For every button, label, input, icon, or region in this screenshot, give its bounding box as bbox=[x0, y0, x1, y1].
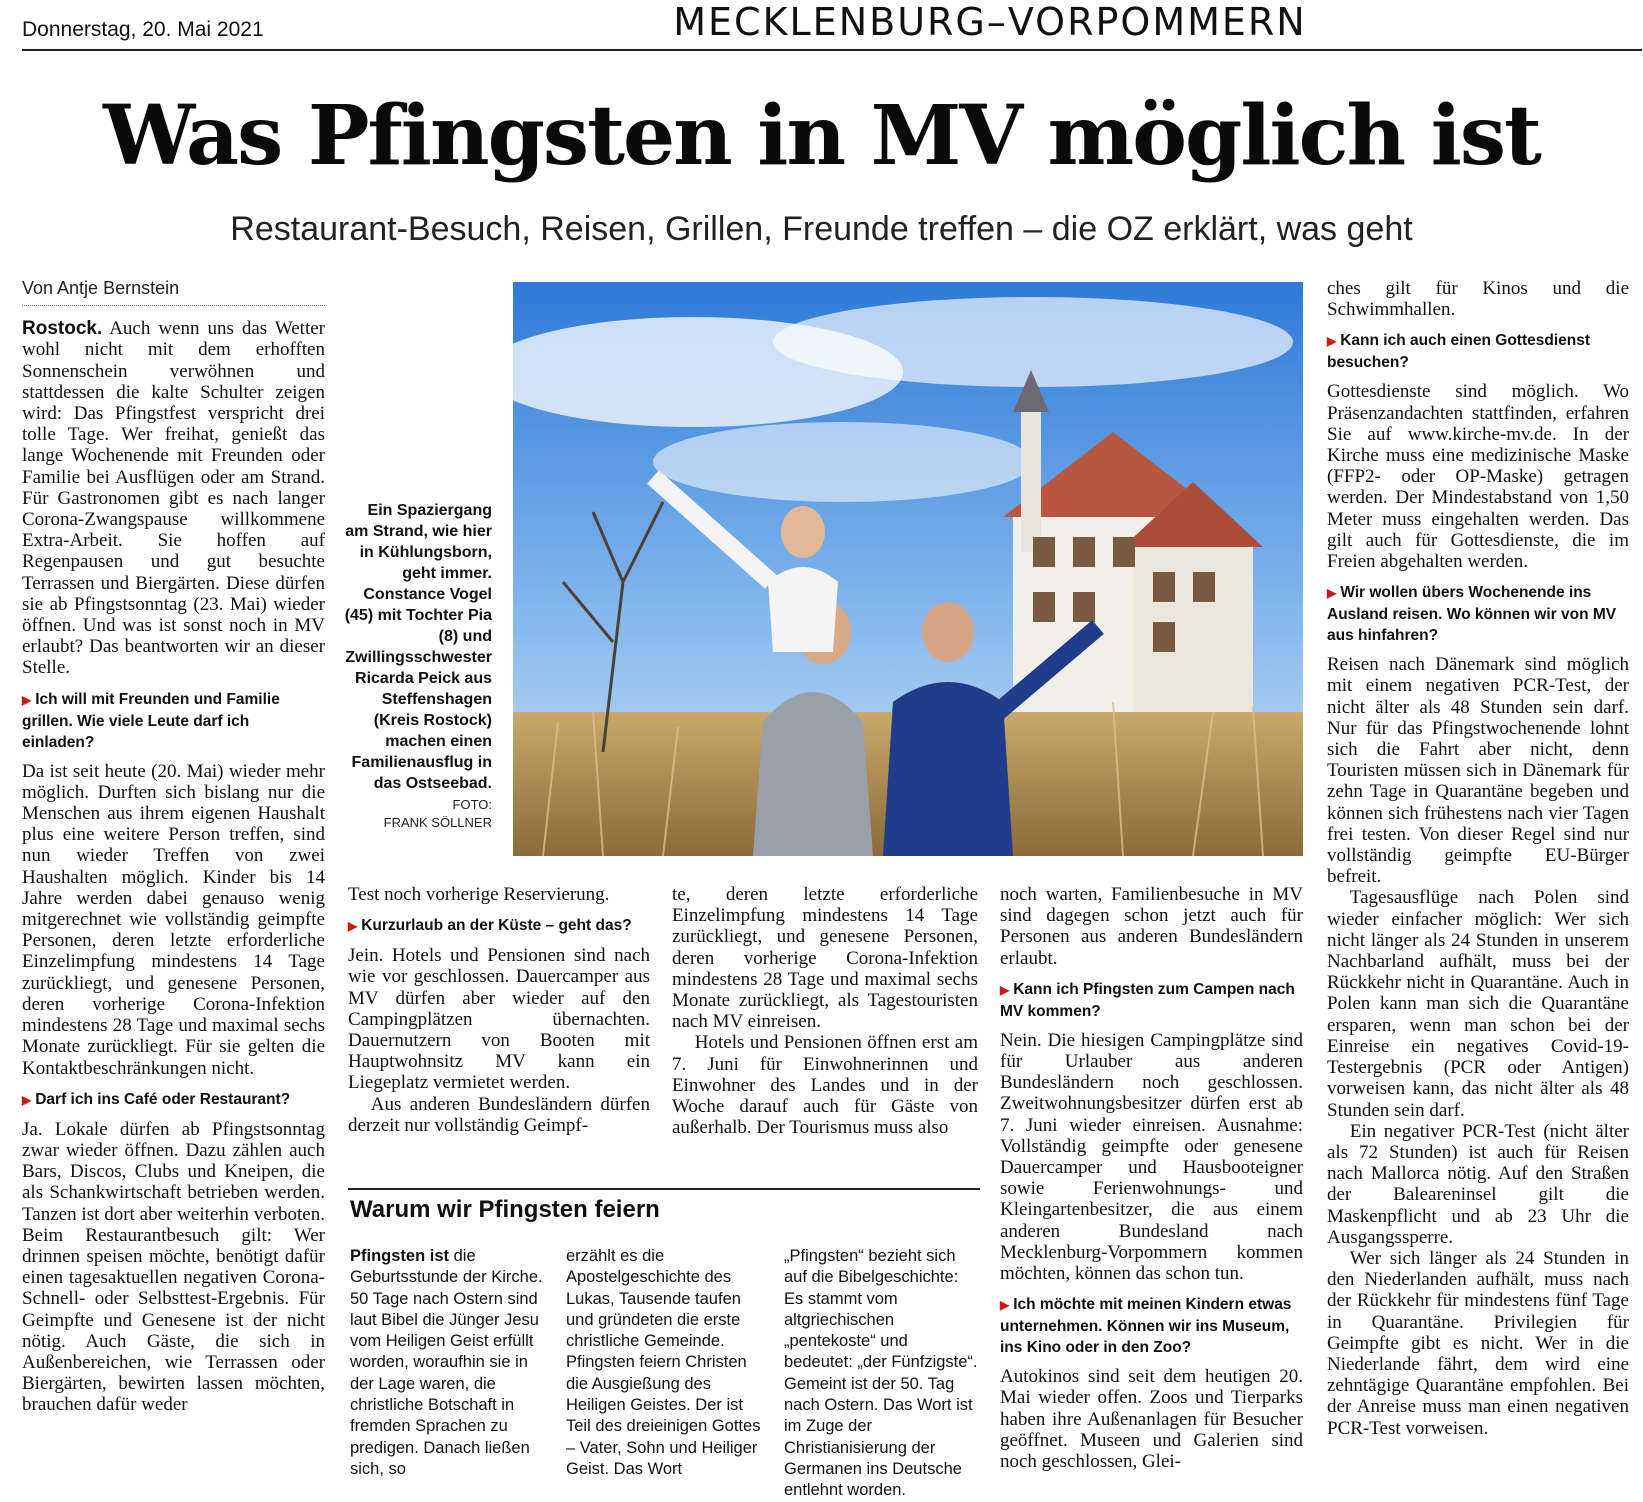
answer-paragraph: Gottesdienste sind möglich. Wo Präsenzandachten stattfinden, erfahren Sie auf www.kirche-mv.de. In der Kirche muss eine medizinische Maske (FFP2- oder OP-Maske) getragen werden. Der Mindestabstand von 1,50 Meter muss eingehalten werden. Das gilt auch für Gottesdienste, die im Freien abgehalten werden. bbox=[1327, 381, 1629, 573]
dateline: Rostock. bbox=[22, 318, 103, 340]
answer-paragraph: Test noch vorherige Reservierung. bbox=[348, 884, 610, 905]
article-column-1 bbox=[22, 278, 325, 1416]
answer-paragraph: noch warten, Familienbesuche in MV sind dagegen schon jetzt auch für Personen aus anderen Bundesländern erlaubt. bbox=[1000, 884, 1303, 969]
answer-paragraph: Aus anderen Bundesländern dürfen derzeit nur vollständig Geimpf- bbox=[348, 1093, 650, 1136]
infobox-column-1 bbox=[350, 1246, 548, 1480]
question-heading bbox=[22, 1089, 325, 1111]
answer-paragraph: Ein negativer PCR-Test (nicht älter als 72 Stunden) ist auch für Reisen nach Mallorca nötig. Auf den Straßen der Baleareninsel gilt die Maskenpflicht und ab 23 Uhr die Ausgangssperre. bbox=[1327, 1120, 1629, 1248]
answer-paragraph: Wer sich länger als 24 Stunden in den Niederlanden aufhält, muss nach der Rückkehr für mindestens fünf Tage in Quarantäne. Privilegien für Geimpfte gibt es nicht. Wer in die Niederlande fährt, dem wird eine zehntägige Quarantäne empfohlen. Bei der Anreise muss man einen negativen PCR-Test vorweisen. bbox=[1327, 1247, 1629, 1439]
answer-paragraph: Ja. Lokale dürfen ab Pfingstsonntag zwar wieder öffnen. Dazu zählen auch Bars, Discos, Clubs und Kneipen, die als Schankwirtschaft betrieben werden. Tanzen ist dort aber weiterhin verboten. Beim Restaurantbesuch gilt: Wer drinnen speisen möchte, benötigt dafür einen tagesaktuellen negativen Corona-Schnell- oder Selbsttest-Ergebnis. Für Geimpfte und Genesene ist der nicht nötig. Auch Gäste, die sich in Außenbereichen, wie Terrassen oder Biergärten, bewirten lassen möchten, brauchen dafür weder bbox=[22, 1118, 325, 1416]
triangle-bullet-icon: ▶ bbox=[1327, 586, 1337, 601]
question-text: Ich möchte mit meinen Kindern etwas unternehmen. Können wir ins Museum, ins Kino oder in den Zoo? bbox=[1000, 1296, 1292, 1357]
infobox-text: „Pfingsten“ bezieht sich auf die Bibelgeschichte: Es stammt vom altgriechischen „pentekoste“ und bedeutet: „der Fünfzigste“. Gemeint ist der 50. Tag nach Ostern. Das Wort ist im Zuge der Christianisierung der Germanen ins Deutsche entlehnt worden. bbox=[784, 1247, 978, 1500]
question-heading bbox=[348, 915, 650, 937]
infobox-text: erzählt es die Apostelgeschichte des Lukas, Tausende taufen und gründeten die erste christliche Gemeinde. Pfingsten feiern Christen die Ausgießung des Heiligen Geistes. Der ist Teil des dreieinigen Gottes – Vater, Sohn und Heiliger Geist. Das Wort bbox=[566, 1247, 761, 1478]
article-column-5 bbox=[1327, 278, 1629, 1439]
question-text: Kann ich auch einen Gottesdienst besuchen? bbox=[1327, 332, 1590, 372]
question-heading bbox=[1000, 1294, 1303, 1358]
answer-paragraph: Nein. Die hiesigen Campingplätze sind für Urlauber aus anderen Bundesländern noch geschlossen. Zweitwohnungsbesitzer dürfen erst ab 7. Juni wieder einreisen. Ausnahme: Vollständig geimpfte oder genesene Dauercamper und Hausbooteigner sowie Ferienwohnungs- und Kleingartenbesitzer, die aus einem anderen Bundesland nach Mecklenburg-Vorpommern kommen möchten, können das schon tun. bbox=[1000, 1029, 1303, 1285]
triangle-bullet-icon: ▶ bbox=[1000, 1298, 1010, 1313]
question-text: Ich will mit Freunden und Familie grillen. Wie viele Leute darf ich einladen? bbox=[22, 690, 280, 751]
intro-paragraph bbox=[22, 318, 325, 678]
intro-text: Auch wenn uns das Wetter wohl nicht mit dem erhofften Sonnenschein verwöhnen und stattdessen die kalte Schulter zeigen wird: Das Pfingstfest verspricht drei tolle Tage. Wer freihat, genießt das lange Wochenende mit Freunden oder Familie bei Ausflügen oder am Strand. Für Gastronomen gibt es nach langer Corona-Zwangspause willkommene Extra-Arbeit. Sie hoffen auf Regenpausen und gut besuchte Terrassen und Biergärten. Diese dürfen sie ab Pfingstsonntag (23. Mai) wieder öffnen. Und was ist sonst noch in MV erlaubt? Das beantworten wir an dieser Stelle. bbox=[22, 318, 326, 679]
subheadline: Restaurant-Besuch, Reisen, Grillen, Freunde treffen – die OZ erklärt, was geht bbox=[230, 210, 1413, 248]
answer-paragraph: Hotels und Pensionen öffnen erst am 7. Juni für Einwohnerinnen und Einwohner des Landes und in der Woche darauf auch für Gäste von außerhalb. Der Tourismus muss also bbox=[672, 1032, 978, 1139]
triangle-bullet-icon: ▶ bbox=[1327, 334, 1337, 349]
question-text: Kurzurlaub an der Küste – geht das? bbox=[361, 917, 632, 935]
answer-paragraph: Jein. Hotels und Pensionen sind nach wie vor geschlossen. Dauercamper aus MV dürfen aber wieder auf den Campingplätzen übernachten. Dauernutzern von Booten mit Hauptwohnsitz MV kann ein Liegeplatz vermietet werden. bbox=[348, 945, 650, 1094]
infobox-divider bbox=[348, 1188, 980, 1190]
infobox-title: Warum wir Pfingsten feiern bbox=[350, 1196, 660, 1223]
question-heading bbox=[1000, 979, 1303, 1022]
question-heading bbox=[22, 689, 325, 753]
infobox-text: die Geburtsstunde der Kirche. 50 Tage nach Ostern sind laut Bibel die Jünger Jesu vom Heiligen Geist erfüllt worden, woraufhin sie in der Lage waren, die christliche Botschaft in fremden Sprachen zu predigen. Danach ließen sich, so bbox=[350, 1247, 543, 1478]
answer-paragraph: Da ist seit heute (20. Mai) wieder mehr möglich. Durften sich bislang nur die Menschen aus ihrem eigenen Haushalt plus eine weitere Person treffen, sind nun wieder Treffen von zwei Haushalten möglich. Kinder bis 14 Jahre werden dabei genauso wenig mitgerechnet wie vollständig geimpfte Personen, deren letzte erforderliche Einzelimpfung mindestens 14 Tage zurückliegt, und genesene Personen, deren vorherige Corona-Infektion mindestens 28 Tage und maximal sechs Monate zurückliegt. Für sie gelten die Kontaktbeschränkungen nicht. bbox=[22, 760, 325, 1079]
article-column-2 bbox=[348, 884, 650, 1136]
article-photo bbox=[513, 282, 1303, 856]
question-text: Kann ich Pfingsten zum Campen nach MV kommen? bbox=[1000, 980, 1295, 1020]
article-column-4 bbox=[1000, 884, 1303, 1472]
infobox-column-2 bbox=[566, 1246, 762, 1480]
issue-date: Donnerstag, 20. Mai 2021 bbox=[22, 18, 264, 41]
triangle-bullet-icon: ▶ bbox=[22, 692, 32, 707]
triangle-bullet-icon: ▶ bbox=[348, 919, 358, 934]
triangle-bullet-icon: ▶ bbox=[1000, 982, 1010, 997]
infobox-lead: Pfingsten ist bbox=[350, 1247, 450, 1265]
section-title: MECKLENBURG–VORPOMMERN bbox=[673, 0, 1307, 44]
answer-paragraph: te, deren letzte erforderliche Einzelimpfung mindestens 14 Tage zurückliegt, und genesene Personen, deren vorherige Corona-Infektion mindestens 28 Tage und maximal sechs Monate zurückliegt, als Tagestouristen nach MV einreisen. bbox=[672, 884, 978, 1033]
photo-credit: FRANK SÖLLNER bbox=[383, 815, 492, 830]
answer-paragraph: Tagesausflüge nach Polen sind wieder einfacher möglich: Wer sich nicht länger als 24 Stunden in unserem Nachbarland aufhält, muss bei der Rückkehr nicht in Quarantäne. Auch in Polen kann man sich die Quarantäne ersparen, wenn man schon bei der Einreise ein negatives Covid-19-Testergebnis (PCR oder Antigen) vorweisen kann, das nicht älter als 48 Stunden sein darf. bbox=[1327, 887, 1629, 1121]
answer-paragraph: Autokinos sind seit dem heutigen 20. Mai wieder offen. Zoos und Tierparks haben ihre Außenanlagen für Besucher geöffnet. Museen und Galerien sind noch geschlossen, Glei- bbox=[1000, 1366, 1303, 1473]
photo-illustration bbox=[513, 282, 1303, 856]
article-column-3 bbox=[672, 884, 978, 1138]
question-heading bbox=[1327, 582, 1629, 646]
header-divider bbox=[22, 49, 1642, 51]
byline: Von Antje Bernstein bbox=[22, 278, 325, 306]
headline: Was Pfingsten in MV möglich ist bbox=[103, 88, 1540, 184]
triangle-bullet-icon: ▶ bbox=[22, 1092, 32, 1107]
question-heading bbox=[1327, 330, 1629, 373]
answer-paragraph: ches gilt für Kinos und die Schwimmhallen. bbox=[1327, 278, 1629, 321]
infobox-column-3 bbox=[784, 1246, 980, 1502]
photo-caption bbox=[340, 500, 492, 832]
photo-credit-label: FOTO: bbox=[452, 797, 492, 812]
question-text: Darf ich ins Café oder Restaurant? bbox=[35, 1090, 291, 1108]
answer-paragraph: Reisen nach Dänemark sind möglich mit einem negativen PCR-Test, der nicht älter als 48 Stunden sein darf. Nur für das Pfingstwochenende lohnt sich die Fahrt aber nicht, denn Touristen müssen sich in Dänemark für zehn Tage in Quarantäne begeben und können sich frühestens nach vier Tagen frei testen. Von dieser Regel sind nur vollständig geimpfte EU-Bürger befreit. bbox=[1327, 654, 1629, 888]
caption-text: Ein Spaziergang am Strand, wie hier in Kühlungsborn, geht immer. Constance Vogel (45) mit Tochter Pia (8) und Zwillingsschwester Ricarda Peick aus Steffenshagen (Kreis Rostock) machen einen Familienausflug in das Ostseebad. bbox=[344, 502, 492, 792]
question-text: Wir wollen übers Wochenende ins Ausland reisen. Wo können wir von MV aus hinfahren? bbox=[1327, 584, 1617, 645]
